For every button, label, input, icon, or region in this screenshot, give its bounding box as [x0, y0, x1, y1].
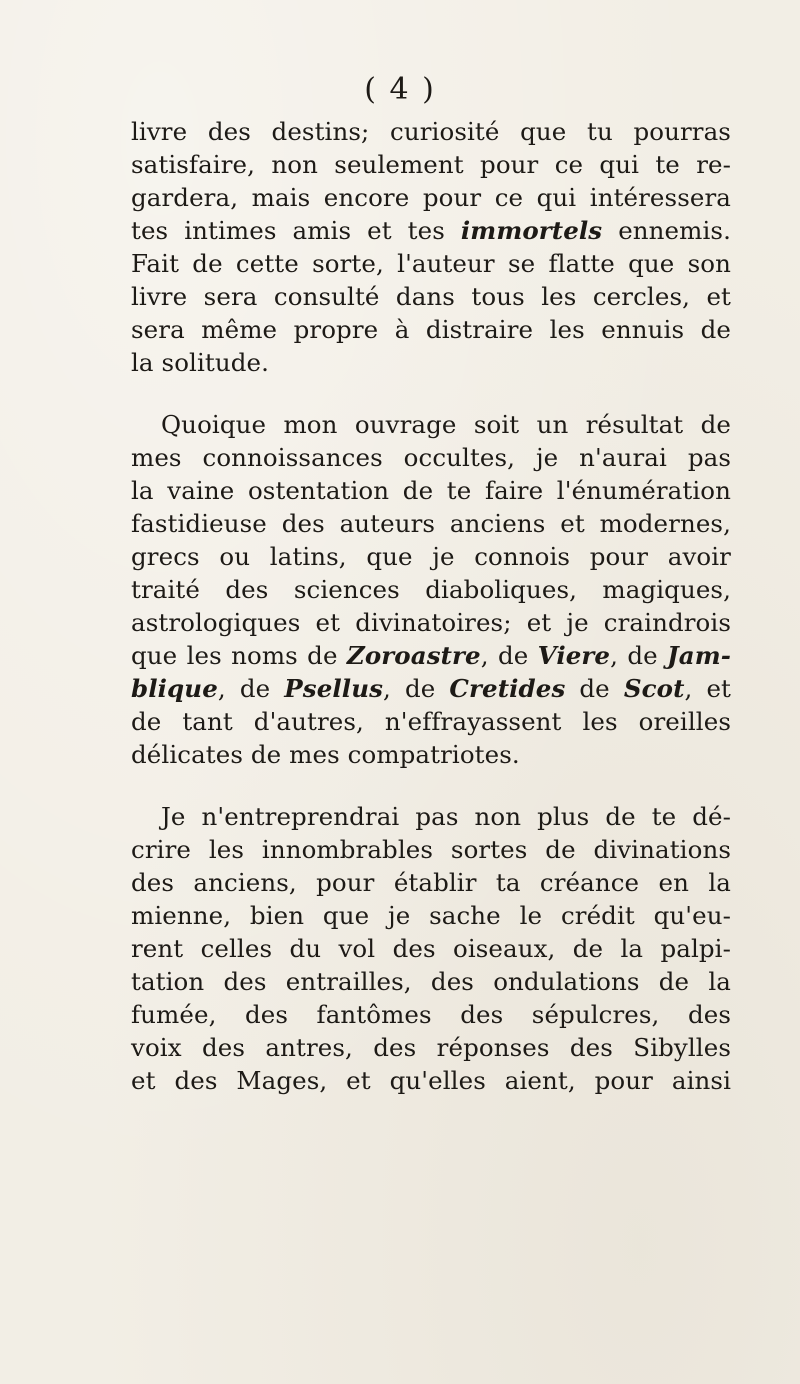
page-number: ( 4 ) [364, 72, 436, 107]
italic-name: Psellus [284, 674, 384, 703]
text-line: Je n'entreprendrai pas non plus de te dé- [161, 802, 731, 831]
text-line: la solitude. [131, 348, 270, 377]
text-line: crire les innombrables sortes de divinations [131, 835, 731, 864]
paragraph-3 [131, 800, 731, 1097]
text-line: et des Mages, et qu'elles aient, pour ainsi [131, 1066, 731, 1095]
text-line: fumée, des fantômes des sépulcres, des [131, 1000, 731, 1029]
text-line: tation des entrailles, des ondulations de la [131, 967, 731, 996]
text-line [131, 214, 731, 247]
paragraph-2 [131, 408, 731, 771]
text-line: voix des antres, des réponses des Sibylles [131, 1033, 731, 1062]
italic-name: Jam- [667, 641, 732, 670]
text-line: Quoique mon ouvrage soit un résultat de [161, 410, 731, 439]
italic-name: Viere [537, 641, 611, 670]
text-line: mienne, bien que je sache le crédit qu'eu- [131, 901, 731, 930]
text-line: traité des sciences diaboliques, magiques, [131, 575, 731, 604]
text-line: grecs ou latins, que je connois pour avoir [131, 542, 731, 571]
text-line: mes connoissances occultes, je n'aurai pas [131, 443, 731, 472]
text-line: livre des destins; curiosité que tu pourras [131, 117, 731, 146]
text-line: rent celles du vol des oiseaux, de la palpi- [131, 934, 731, 963]
italic-name: Zoroastre [346, 641, 481, 670]
text-line: gardera, mais encore pour ce qui intéressera [131, 183, 731, 212]
text-segment: que les noms de [131, 641, 347, 670]
text-segment: de [565, 674, 624, 703]
text-line: des anciens, pour établir ta créance en la [131, 868, 731, 897]
text-line: Fait de cette sorte, l'auteur se flatte que son [131, 249, 731, 278]
text-line [131, 672, 731, 705]
paragraph-1 [131, 115, 731, 379]
text-segment: tes intimes amis et tes [131, 216, 461, 245]
italic-word: immortels [460, 216, 603, 245]
text-segment: , et [684, 674, 732, 703]
text-segment: , de [217, 674, 285, 703]
text-line: la vaine ostentation de te faire l'énumération [131, 476, 731, 505]
text-segment: , de [610, 641, 668, 670]
text-line: livre sera consulté dans tous les cercles, et [131, 282, 731, 311]
text-line: astrologiques et divinatoires; et je craindrois [131, 608, 731, 637]
text-line: fastidieuse des auteurs anciens et modernes, [131, 509, 731, 538]
text-segment: , de [480, 641, 538, 670]
italic-name: blique [131, 674, 218, 703]
italic-name: Scot [623, 674, 685, 703]
body-text [131, 115, 731, 1097]
text-line: satisfaire, non seulement pour ce qui te re- [131, 150, 731, 179]
text-line [131, 639, 731, 672]
text-line: de tant d'autres, n'effrayassent les oreilles [131, 707, 731, 736]
italic-name: Cretides [449, 674, 566, 703]
text-line: sera même propre à distraire les ennuis de [131, 315, 731, 344]
text-segment: ennemis. [602, 216, 731, 245]
text-line: délicates de mes compatriotes. [131, 740, 520, 769]
text-segment: , de [383, 674, 450, 703]
